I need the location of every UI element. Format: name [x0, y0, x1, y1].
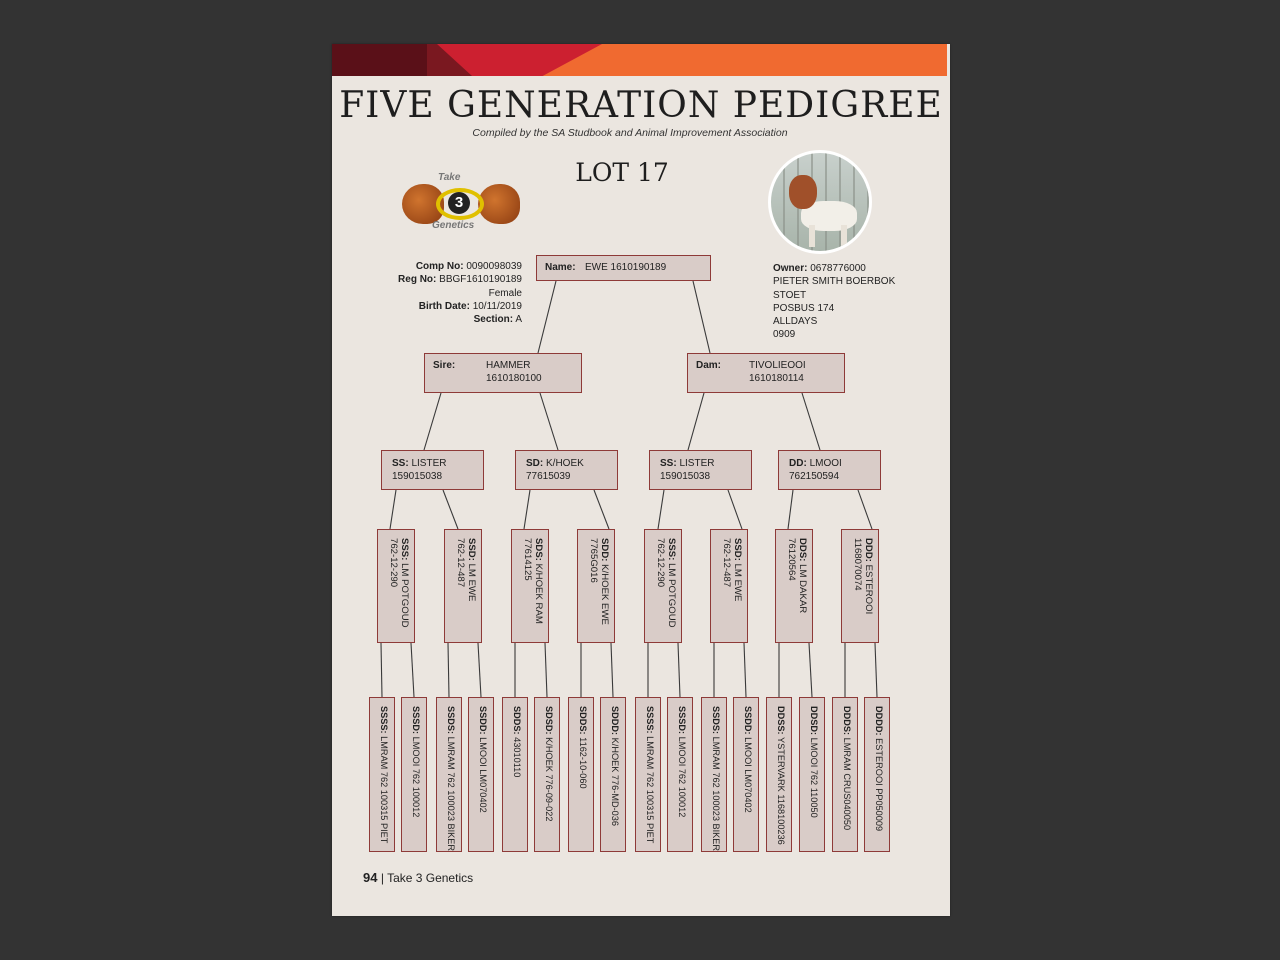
ancestor-value: LMOOI LM070402: [743, 737, 753, 813]
grandparent-reg: 159015038: [392, 471, 443, 482]
great-grandparent-reg: 762-12-487: [721, 538, 732, 588]
great-grandparent-box: [841, 529, 879, 643]
great-grandparent-label: SDS:: [533, 538, 544, 561]
great-grandparent-box: [377, 529, 415, 643]
great-grandparent-reg: 762-12-487: [455, 538, 466, 588]
connector-line: [540, 393, 558, 450]
page-number: 94: [363, 870, 378, 885]
great-grandparent-name: LM DAKAR: [797, 564, 808, 614]
ancestor-box: [369, 697, 395, 852]
ancestor-label: SDDS:: [512, 706, 522, 735]
great-grandparent-name: LM POTGOUD: [399, 563, 410, 628]
ancestor-label: DDDS:: [842, 706, 852, 736]
info-value: 0090098039: [466, 261, 522, 272]
grandparent-label: DD:: [789, 458, 807, 469]
grandparent-text: [789, 457, 842, 483]
ancestor-value: LMRAM 762 100315 PIET: [645, 736, 655, 844]
ancestor-label: SSDS:: [446, 706, 456, 735]
ancestor-box: [568, 697, 594, 852]
ancestor-box: [468, 697, 494, 852]
grandparent-name: LMOOI: [809, 458, 842, 469]
grandparent-box: [381, 450, 484, 490]
connector-line: [478, 643, 481, 697]
ancestor-value: LMOOI LM070402: [478, 737, 488, 813]
owner-value: 0678776000: [810, 263, 866, 274]
ancestor-text: [873, 706, 884, 831]
great-grandparent-label: DDD:: [863, 538, 874, 562]
animal-name-label: Name:: [545, 262, 576, 273]
sire-box: [424, 353, 582, 393]
ancestor-box: [401, 697, 427, 852]
info-value: BBGF1610190189: [439, 274, 522, 286]
great-grandparent-name: ESTEROOI: [863, 564, 874, 615]
ancestor-label: SSSS:: [645, 706, 655, 734]
owner-line: PIETER SMITH BOERBOK: [773, 276, 896, 288]
connector-line: [411, 643, 414, 697]
ancestor-label: SSSD:: [677, 706, 687, 735]
lot-number: LOT 17: [575, 158, 669, 187]
ancestor-box: [600, 697, 626, 852]
ancestor-text: [511, 706, 522, 777]
grandparent-box: [778, 450, 881, 490]
owner-line: STOET: [773, 289, 807, 301]
ancestor-box: [766, 697, 792, 852]
ancestor-label: SDDD:: [610, 706, 620, 736]
ancestor-text: [543, 706, 554, 821]
ancestor-box: [864, 697, 890, 852]
ancestor-label: DDSD:: [809, 706, 819, 736]
connector-line: [858, 490, 872, 529]
logo-number: 3: [448, 192, 470, 214]
ancestor-text: [410, 706, 421, 817]
ancestor-value: 1162-10-060: [578, 737, 588, 789]
ancestor-value: LMRAM 762 100023 BIKER: [711, 736, 721, 852]
great-grandparent-reg: 762-12-290: [655, 538, 666, 588]
ancestor-value: LMRAM CRUS040050: [842, 737, 852, 831]
ancestor-value: YSTERVARK 1168100236: [776, 736, 786, 845]
great-grandparent-box: [511, 529, 549, 643]
page-title: FIVE GENERATION PEDIGREE: [339, 85, 943, 126]
ancestor-text: [609, 706, 620, 826]
connector-line: [688, 393, 704, 450]
info-value: A: [515, 314, 522, 326]
connector-line: [381, 643, 382, 697]
great-grandparent-box: [444, 529, 482, 643]
great-grandparent-text: [852, 538, 874, 614]
grandparent-name: K/HOEK: [546, 458, 584, 469]
ancestor-box: [436, 697, 462, 852]
connector-line: [538, 281, 556, 353]
animal-name-value: EWE 1610190189: [585, 262, 667, 273]
great-grandparent-box: [644, 529, 682, 643]
parent-label: Sire:: [433, 360, 456, 371]
great-grandparent-name: K/HOEK EWE: [599, 564, 610, 625]
ancestor-value: LMOOI 762 100012: [411, 736, 421, 818]
great-grandparent-label: SDD:: [599, 538, 610, 562]
connector-line: [802, 393, 820, 450]
info-label: Comp No:: [415, 261, 464, 272]
info-label: Reg No:: [398, 274, 437, 286]
great-grandparent-name: K/HOEK RAM: [533, 563, 544, 624]
grandparent-text: [526, 457, 584, 483]
grandparent-reg: 77615039: [526, 471, 571, 482]
great-grandparent-label: SSD:: [466, 538, 477, 561]
ancestor-label: SSDS:: [711, 706, 721, 735]
grandparent-reg: 762150594: [789, 471, 840, 482]
connector-line: [809, 643, 812, 697]
owner-line: 0909: [773, 329, 796, 341]
great-grandparent-box: [775, 529, 813, 643]
great-grandparent-text: [721, 538, 743, 601]
connector-line: [658, 490, 664, 529]
ancestor-text: [577, 706, 588, 789]
ancestor-box: [701, 697, 727, 852]
grandparent-name: LISTER: [411, 458, 447, 469]
ancestor-value: K/HOEK 776-MD-036: [610, 737, 620, 826]
logo-genetics-text: Genetics: [432, 220, 475, 231]
pedigree-page: [332, 44, 950, 916]
connector-line: [443, 490, 458, 529]
page-footer: [363, 870, 473, 885]
parent-name: HAMMER: [486, 360, 531, 371]
owner-line: ALLDAYS: [773, 316, 818, 328]
ancestor-box: [733, 697, 759, 852]
ancestor-box: [502, 697, 528, 852]
connector-line: [448, 643, 449, 697]
great-grandparent-label: SSD:: [732, 538, 743, 561]
great-grandparent-label: SSS:: [399, 538, 410, 561]
grandparent-text: [660, 457, 714, 483]
ancestor-box: [832, 697, 858, 852]
ancestor-text: [378, 706, 389, 843]
owner-line: POSBUS 174: [773, 302, 835, 314]
page-subtitle: Compiled by the SA Studbook and Animal Improvement Association: [472, 127, 788, 139]
logo-take-text: Take: [438, 172, 461, 183]
ancestor-value: K/HOEK 776-09-022: [544, 737, 554, 822]
great-grandparent-text: [655, 538, 677, 628]
ancestor-value: ESTEROOI PP050009: [874, 738, 884, 832]
great-grandparent-reg: 762-12-290: [388, 538, 399, 588]
great-grandparent-box: [577, 529, 615, 643]
ancestor-value: LMRAM 762 100315 PIET: [379, 736, 389, 844]
connector-line: [611, 643, 613, 697]
great-grandparent-text: [522, 538, 544, 624]
great-grandparent-text: [455, 538, 477, 601]
ancestor-text: [445, 706, 456, 851]
animal-name-box: [536, 255, 711, 281]
grandparent-box: [649, 450, 752, 490]
ancestor-label: SSDD:: [478, 706, 488, 735]
ancestor-text: [775, 706, 786, 845]
ancestor-text: [841, 706, 852, 830]
footer-separator: |: [380, 871, 384, 885]
grandparent-label: SD:: [526, 458, 544, 469]
grandparent-text: [392, 457, 446, 483]
info-value: Female: [488, 287, 522, 299]
connector-line: [678, 643, 680, 697]
ancestor-value: LMRAM 762 100023 BIKER: [446, 736, 456, 852]
parent-name: TIVOLIEOOI: [749, 360, 806, 371]
ancestor-label: SDSD:: [544, 706, 554, 735]
connector-line: [788, 490, 793, 529]
grandparent-box: [515, 450, 618, 490]
great-grandparent-name: LM EWE: [732, 563, 743, 602]
grandparent-reg: 159015038: [660, 471, 711, 482]
ancestor-label: DDDD:: [874, 706, 884, 736]
great-grandparent-label: DDS:: [797, 538, 808, 562]
ancestor-text: [808, 706, 819, 818]
great-grandparent-text: [388, 538, 410, 628]
parent-reg: 1610180100: [486, 373, 542, 384]
ancestor-box: [667, 697, 693, 852]
great-grandparent-label: SSS:: [666, 538, 677, 561]
connector-line: [594, 490, 609, 529]
grandparent-name: LISTER: [679, 458, 715, 469]
ancestor-value: LMOOI 762 110050: [809, 737, 819, 818]
connector-line: [744, 643, 746, 697]
owner-label: Owner:: [773, 263, 808, 274]
great-grandparent-box: [710, 529, 748, 643]
ancestor-value: 43010110: [512, 737, 522, 778]
ancestor-label: SSDD:: [743, 706, 753, 735]
ancestor-text: [742, 706, 753, 813]
connector-line: [524, 490, 530, 529]
ancestor-label: SSSS:: [379, 706, 389, 734]
great-grandparent-name: LM EWE: [466, 563, 477, 602]
connector-line: [728, 490, 742, 529]
ancestor-text: [676, 706, 687, 817]
great-grandparent-reg: 76120564: [786, 538, 797, 581]
connector-line: [424, 393, 441, 450]
ancestor-text: [710, 706, 721, 851]
dam-box: [687, 353, 845, 393]
connector-line: [545, 643, 547, 697]
great-grandparent-reg: 1168070074: [852, 538, 863, 591]
ancestor-box: [534, 697, 560, 852]
info-label: Section:: [473, 314, 514, 326]
great-grandparent-text: [786, 538, 808, 613]
great-grandparent-text: [588, 538, 610, 625]
ancestor-text: [644, 706, 655, 843]
info-value: 10/11/2019: [472, 300, 522, 312]
ancestor-box: [799, 697, 825, 852]
connector-line: [693, 281, 710, 353]
connector-line: [875, 643, 877, 697]
ancestor-value: LMOOI 762 100012: [677, 736, 687, 818]
info-label: Birth Date:: [418, 300, 470, 312]
footer-text: Take 3 Genetics: [387, 871, 474, 885]
ancestor-label: SSSD:: [411, 706, 421, 735]
ancestor-label: SDDS:: [578, 706, 588, 735]
grandparent-label: SS:: [392, 458, 409, 469]
parent-reg: 1610180114: [749, 373, 804, 384]
ancestor-label: DDSS:: [776, 706, 786, 735]
great-grandparent-name: LM POTGOUD: [666, 563, 677, 628]
grandparent-label: SS:: [660, 458, 677, 469]
great-grandparent-reg: 77614125: [522, 538, 533, 581]
ancestor-text: [477, 706, 488, 813]
connector-line: [390, 490, 396, 529]
great-grandparent-reg: 7765G016: [588, 538, 599, 583]
ancestor-box: [635, 697, 661, 852]
parent-label: Dam:: [696, 360, 722, 371]
